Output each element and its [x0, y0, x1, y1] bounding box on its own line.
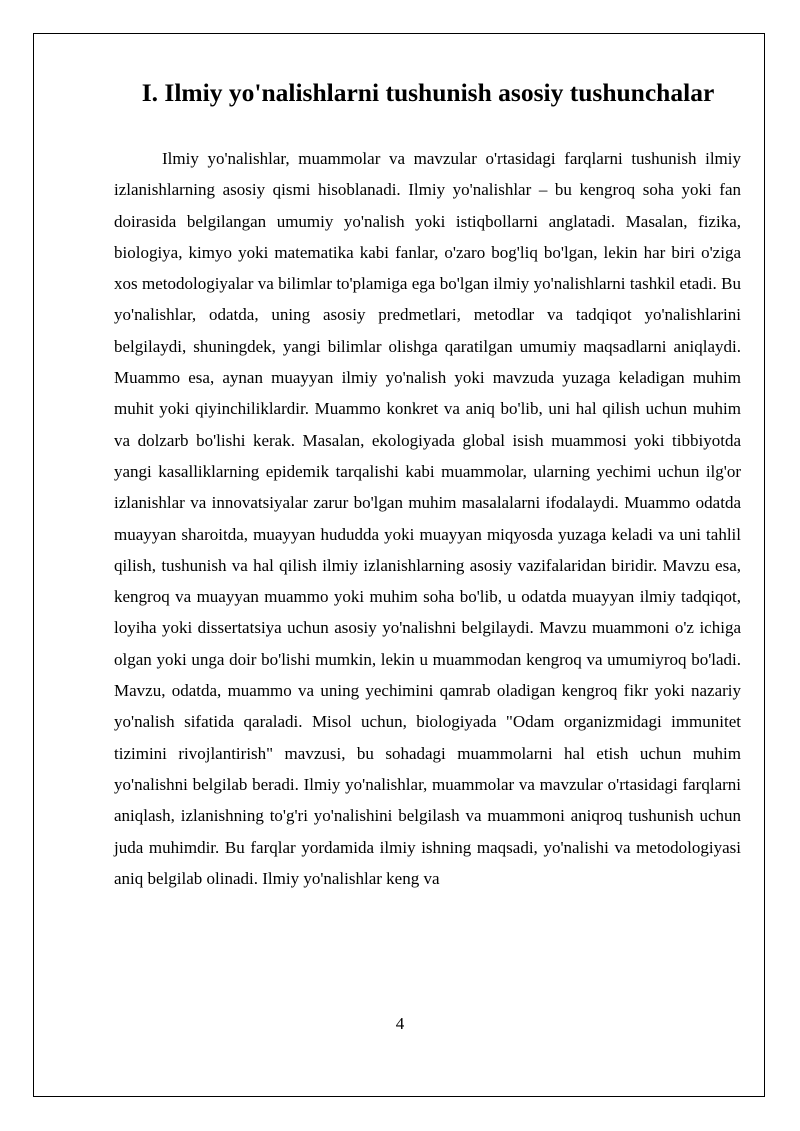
section-heading: I. Ilmiy yo'nalishlarni tushunish asosiy tushunchalar [141, 78, 715, 107]
page-number: 4 [395, 1014, 405, 1033]
body-paragraph: Ilmiy yo'nalishlar, muammolar va mavzular o'rtasidagi farqlarni tushunish ilmiy izlanishlarning asosiy qismi hisoblanadi. Ilmiy yo'nalishlar – bu kengroq soha yoki fan doirasida belgilangan umumiy yo'nalish yoki istiqbollarni anglatadi. Masalan, fizika, biologiya, kimyo yoki matematika kabi fanlar, o'zaro bog'liq bo'lgan, lekin har biri o'ziga xos metodologiyalar va bilimlar to'plamiga ega bo'lgan ilmiy yo'nalishlarni tashkil etadi. Bu yo'nalishlar, odatda, uning asosiy predmetlari, metodlar va tadqiqot yo'nalishlarini belgilaydi, shuningdek, yangi bilimlar olishga qaratilgan umumiy maqsadlarni aniqlaydi. Muammo esa, aynan muayyan ilmiy yo'nalish yoki mavzuda yuzaga keladigan muhim muhit yoki qiyinchiliklardir. Muammo konkret va aniq bo'lib, uni hal qilish uchun muhim va dolzarb bo'lishi kerak. Masalan, ekologiyada global isish muammosi yoki tibbiyotda yangi kasalliklarning epidemik tarqalishi kabi muammolar, ularning yechimi uchun ilg'or izlanishlar va innovatsiyalar zarur bo'lgan muhim masalalarni ifodalaydi. Muammo odatda muayyan sharoitda, muayyan hududda yoki muayyan miqyosda yuzaga keladi va uni tahlil qilish, tushunish va hal qilish ilmiy izlanishlarning asosiy vazifalaridan biridir. Mavzu esa, kengroq va muayyan muammo yoki muhim soha bo'lib, u odatda muayyan ilmiy tadqiqot, loyiha yoki dissertatsiya uchun asosiy yo'nalishni belgilaydi. Mavzu muammoni o'z ichiga olgan yoki unga doir bo'lishi mumkin, lekin u muammodan kengroq va umumiyroq bo'ladi. Mavzu, odatda, muammo va uning yechimini qamrab oladigan kengroq fikr yoki nazariy yo'nalish sifatida qaraladi. Misol uchun, biologiyada "Odam organizmidagi immunitet tizimini rivojlantirish" mavzusi, bu sohadagi muammolarni hal etish uchun muhim yo'nalishni belgilab beradi. Ilmiy yo'nalishlar, muammolar va mavzular o'rtasidagi farqlarni aniqlash, izlanishning to'g'ri yo'nalishini belgilash va muammoni aniqroq tushunish uchun juda muhimdir. Bu farqlar yordamida ilmiy ishning maqsadi, yo'nalishi va metodologiyasi aniq belgilab olinadi. Ilmiy yo'nalishlar keng va [114, 149, 741, 888]
